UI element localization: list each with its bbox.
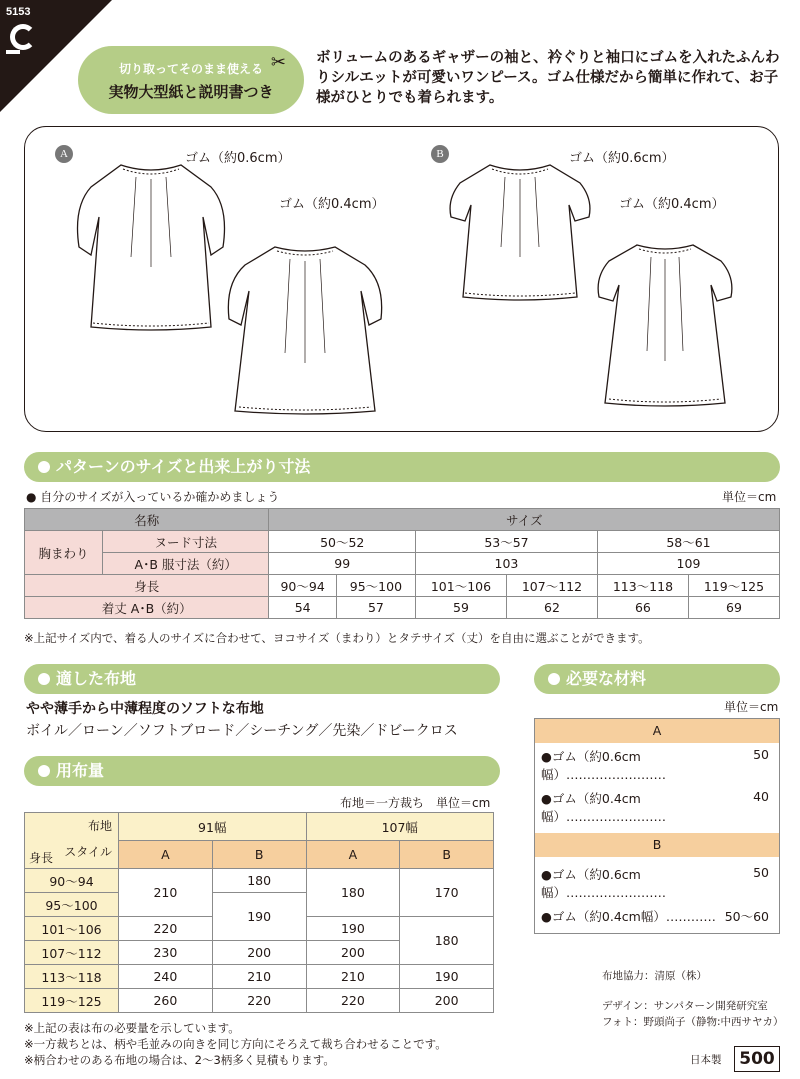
yardage-value: 210 bbox=[306, 965, 400, 989]
width-91-header: 91幅 bbox=[119, 813, 307, 841]
yardage-value: 200 bbox=[400, 989, 494, 1013]
view-b-sleeve-note: ゴム（約0.4cm） bbox=[619, 197, 725, 212]
material-name: ●ゴム（約0.6cm幅） bbox=[541, 749, 641, 782]
col-a-header: A bbox=[306, 841, 400, 869]
view-a-badge: A bbox=[55, 145, 73, 163]
garment-value: 103 bbox=[415, 553, 597, 575]
garment-value: 109 bbox=[597, 553, 779, 575]
materials-section-header bbox=[534, 664, 780, 694]
yardage-value: 190 bbox=[212, 893, 306, 941]
credit-design: デザイン：サンパターン開発研究室 bbox=[602, 1000, 768, 1012]
label-fabric: 布地 bbox=[87, 819, 112, 833]
yardage-value: 180 bbox=[400, 917, 494, 965]
nude-label: ヌード寸法 bbox=[103, 531, 269, 553]
material-qty: 50〜60 bbox=[724, 909, 769, 924]
size-unit: 単位＝cm bbox=[722, 490, 777, 504]
length-label: 着丈 A･B（約） bbox=[25, 597, 269, 619]
yardage-value: 230 bbox=[119, 941, 213, 965]
yardage-value: 240 bbox=[119, 965, 213, 989]
yardage-value: 180 bbox=[212, 869, 306, 893]
col-b-header: B bbox=[212, 841, 306, 869]
length-value: 54 bbox=[269, 597, 336, 619]
height-cell: 113〜118 bbox=[25, 965, 119, 989]
materials-item bbox=[535, 903, 779, 933]
yardage-value: 180 bbox=[306, 869, 400, 917]
badge-subtitle: 切り取ってそのまま使える bbox=[118, 62, 263, 76]
view-a-sleeve-note: ゴム（約0.4cm） bbox=[279, 197, 385, 212]
size-header-size: サイズ bbox=[269, 509, 780, 531]
length-value: 69 bbox=[688, 597, 779, 619]
height-cell: 107〜112 bbox=[25, 941, 119, 965]
materials-group-label: A bbox=[535, 719, 779, 743]
yardage-value: 220 bbox=[119, 917, 213, 941]
intro-text: ボリュームのあるギャザーの袖と、衿ぐりと袖口にゴムを入れたふんわりシルエットが可愛いワンピース。ゴム仕様だから簡単に作れて、お子様がひとりでも着られます。 bbox=[316, 50, 780, 106]
brand-logo-bar bbox=[6, 50, 20, 54]
view-a-neck-note: ゴム（約0.6cm） bbox=[185, 151, 291, 166]
height-value: 95〜100 bbox=[336, 575, 415, 597]
pattern-badge bbox=[78, 46, 304, 114]
material-qty: 50 bbox=[753, 747, 769, 762]
height-value: 107〜112 bbox=[506, 575, 597, 597]
materials-item bbox=[535, 743, 779, 785]
brand-logo-icon bbox=[10, 24, 36, 50]
material-dots: …………………… bbox=[566, 809, 667, 824]
width-107-header: 107幅 bbox=[306, 813, 494, 841]
materials-item bbox=[535, 785, 779, 833]
scissors-icon: ✂ bbox=[270, 52, 286, 73]
height-value: 113〜118 bbox=[597, 575, 688, 597]
yardage-section-title: 用布量 bbox=[56, 761, 105, 780]
materials-group-a bbox=[534, 718, 780, 934]
fabric-headline: やや薄手から中薄程度のソフトな布地 bbox=[26, 701, 264, 717]
yardage-value: 210 bbox=[212, 965, 306, 989]
yardage-corner-cell bbox=[25, 813, 119, 869]
label-style: スタイル bbox=[64, 845, 112, 859]
col-a-header: A bbox=[119, 841, 213, 869]
yardage-value: 190 bbox=[306, 917, 400, 941]
garment-value: 99 bbox=[269, 553, 416, 575]
yardage-note: 布地＝一方裁ち 単位＝cm bbox=[340, 796, 491, 810]
yardage-value: 220 bbox=[306, 989, 400, 1013]
pattern-code: 5153 bbox=[6, 6, 31, 18]
size-footnote: ※上記サイズ内で、着る人のサイズに合わせて、ヨコサイズ（まわり）とタテサイズ（丈）を自由に選ぶことができます。 bbox=[24, 631, 650, 645]
yardage-value: 260 bbox=[119, 989, 213, 1013]
length-value: 66 bbox=[597, 597, 688, 619]
material-qty: 50 bbox=[753, 865, 769, 880]
yardage-value: 190 bbox=[400, 965, 494, 989]
materials-section-title: 必要な材料 bbox=[566, 669, 647, 688]
material-dots: …………………… bbox=[566, 767, 667, 782]
size-header-name: 名称 bbox=[25, 509, 269, 531]
material-dots: …………………… bbox=[566, 885, 667, 900]
height-cell: 90〜94 bbox=[25, 869, 119, 893]
view-b-back-drawing bbox=[575, 231, 755, 411]
nude-value: 50〜52 bbox=[269, 531, 416, 553]
materials-item bbox=[535, 857, 779, 903]
material-name: ●ゴム（約0.4cm幅） bbox=[541, 791, 641, 824]
materials-group-label: B bbox=[535, 833, 779, 857]
view-a-back-drawing bbox=[205, 233, 405, 423]
yardage-value: 220 bbox=[212, 989, 306, 1013]
size-table bbox=[24, 508, 780, 619]
height-cell: 95〜100 bbox=[25, 893, 119, 917]
section-dot-icon bbox=[38, 765, 50, 777]
label-height: 身長 bbox=[29, 851, 54, 865]
yardage-value: 200 bbox=[212, 941, 306, 965]
height-label: 身長 bbox=[25, 575, 269, 597]
yardage-value: 170 bbox=[400, 869, 494, 917]
height-value: 90〜94 bbox=[269, 575, 336, 597]
size-section-header bbox=[24, 452, 780, 482]
height-value: 101〜106 bbox=[415, 575, 506, 597]
yardage-footnote: ※柄合わせのある布地の場合は、2〜3柄多く見積もります。 bbox=[24, 1053, 335, 1067]
fabric-section-header bbox=[24, 664, 500, 694]
nude-value: 58〜61 bbox=[597, 531, 779, 553]
garment-label: A･B 服寸法（約） bbox=[103, 553, 269, 575]
yardage-section-header bbox=[24, 756, 500, 786]
col-b-header: B bbox=[400, 841, 494, 869]
yardage-table bbox=[24, 812, 494, 1013]
yardage-footnote: ※一方裁ちとは、柄や毛並みの向きを同じ方向にそろえて裁ち合わせることです。 bbox=[24, 1037, 447, 1051]
fabric-section-title: 適した布地 bbox=[56, 669, 137, 688]
section-dot-icon bbox=[38, 673, 50, 685]
badge-title: 実物大型紙と説明書つき bbox=[108, 83, 274, 101]
size-section-title: パターンのサイズと出来上がり寸法 bbox=[56, 457, 311, 476]
view-b-badge: B bbox=[431, 145, 449, 163]
chest-label: 胸まわり bbox=[25, 531, 103, 575]
height-cell: 119〜125 bbox=[25, 989, 119, 1013]
illustration-panel bbox=[24, 126, 779, 432]
size-bullet: ● 自分のサイズが入っているか確かめましょう bbox=[26, 490, 280, 504]
price-box: 500 bbox=[734, 1046, 780, 1072]
length-value: 57 bbox=[336, 597, 415, 619]
size-bullet-text: 自分のサイズが入っているか確かめましょう bbox=[40, 490, 280, 504]
height-cell: 101〜106 bbox=[25, 917, 119, 941]
height-value: 119〜125 bbox=[688, 575, 779, 597]
fabric-list: ボイル／ローン／ソフトブロード／シーチング／先染／ドビークロス bbox=[26, 723, 458, 739]
section-dot-icon bbox=[548, 673, 560, 685]
yardage-value: 210 bbox=[119, 869, 213, 917]
yardage-value: 200 bbox=[306, 941, 400, 965]
material-name: ●ゴム（約0.4cm幅） bbox=[541, 909, 666, 924]
material-name: ●ゴム（約0.6cm幅） bbox=[541, 867, 641, 900]
materials-box bbox=[534, 718, 780, 934]
nude-value: 53〜57 bbox=[415, 531, 597, 553]
material-dots: ………… bbox=[665, 909, 716, 924]
length-value: 59 bbox=[415, 597, 506, 619]
credit-photo: フォト：野頭尚子（静物:中西サヤカ） bbox=[602, 1016, 784, 1028]
length-value: 62 bbox=[506, 597, 597, 619]
materials-unit: 単位＝cm bbox=[724, 700, 779, 714]
credit-fabric: 布地協力：清原（株） bbox=[602, 970, 707, 982]
material-qty: 40 bbox=[753, 789, 769, 804]
yardage-footnote: ※上記の表は布の必要量を示しています。 bbox=[24, 1021, 240, 1035]
made-in: 日本製 bbox=[690, 1054, 722, 1066]
view-b-neck-note: ゴム（約0.6cm） bbox=[569, 151, 675, 166]
section-dot-icon bbox=[38, 461, 50, 473]
